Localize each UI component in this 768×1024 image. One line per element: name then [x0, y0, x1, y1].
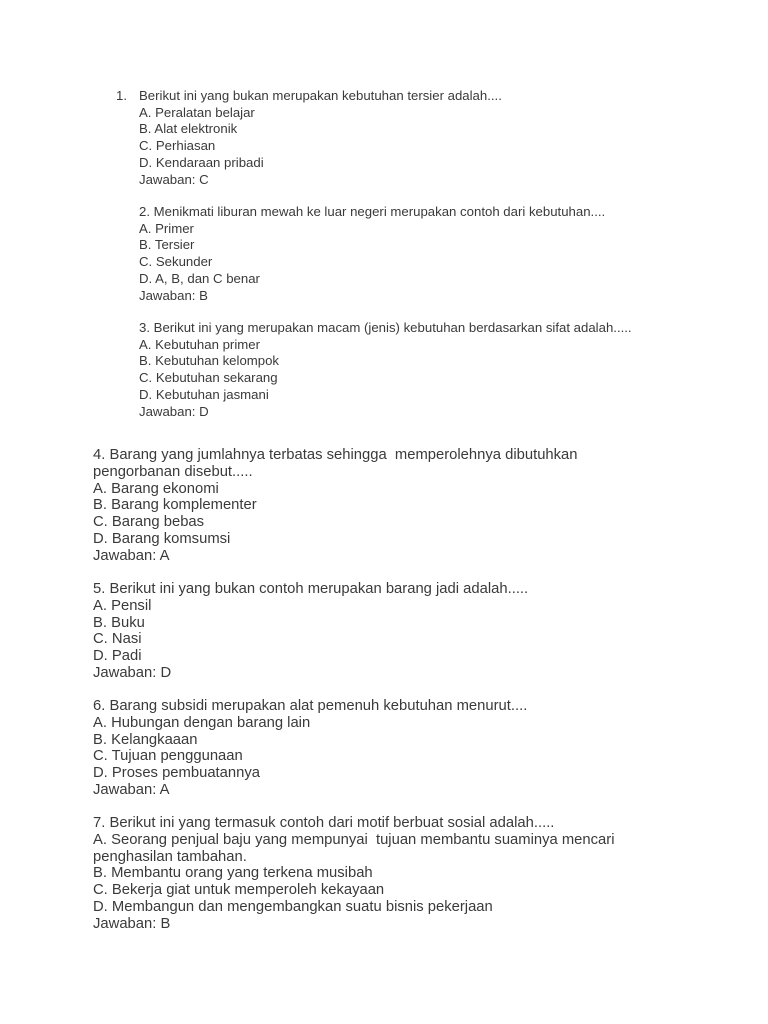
question-7-option-a-line-2: penghasilan tambahan. [93, 848, 247, 865]
question-4-text-line-1: 4. Barang yang jumlahnya terbatas sehingga memperolehnya dibutuhkan [93, 447, 578, 463]
question-2-option-d: D. A, B, dan C benar [139, 270, 260, 286]
question-3-option-d: D. Kebutuhan jasmani [139, 386, 269, 402]
question-4-answer: Jawaban: A [93, 547, 170, 564]
question-5 [93, 581, 528, 682]
question-1-answer: Jawaban: C [139, 171, 209, 187]
question-6-answer: Jawaban: A [93, 781, 170, 798]
question-3-option-b: B. Kebutuhan kelompok [139, 353, 280, 369]
question-3 [139, 320, 632, 420]
question-1 [139, 88, 502, 188]
question-2-option-b: B. Tersier [139, 237, 195, 253]
question-4-option-b: B. Barang komplementer [93, 497, 257, 514]
question-1-option-c: C. Perhiasan [139, 138, 216, 154]
question-1-option-b: B. Alat elektronik [139, 121, 238, 137]
question-6-option-d: D. Proses pembuatannya [93, 765, 260, 782]
question-7-text: 7. Berikut ini yang termasuk contoh dari motif berbuat sosial adalah..... [93, 815, 555, 831]
question-4-option-d: D. Barang komsumsi [93, 530, 231, 547]
question-6-text: 6. Barang subsidi merupakan alat pemenuh kebutuhan menurut.... [93, 698, 528, 714]
question-3-option-a: A. Kebutuhan primer [139, 336, 260, 352]
question-4-text-line-2: pengorbanan disebut..... [93, 463, 253, 480]
question-5-option-b: B. Buku [93, 614, 145, 631]
question-7 [93, 815, 614, 933]
question-5-option-a: A. Pensil [93, 597, 152, 614]
question-3-text: 3. Berikut ini yang merupakan macam (jenis) kebutuhan berdasarkan sifat adalah..... [139, 320, 632, 335]
question-4-option-a: A. Barang ekonomi [93, 480, 219, 497]
question-5-option-c: C. Nasi [93, 631, 142, 648]
question-5-text: 5. Berikut ini yang bukan contoh merupakan barang jadi adalah..... [93, 581, 529, 597]
question-7-option-a-line-1: A. Seorang penjual baju yang mempunyai tujuan membantu suaminya mencari [93, 831, 615, 848]
question-1-text: Berikut ini yang bukan merupakan kebutuhan tersier adalah.... [139, 88, 502, 103]
question-4 [93, 447, 578, 565]
question-3-answer: Jawaban: D [139, 403, 209, 419]
question-3-option-c: C. Kebutuhan sekarang [139, 370, 278, 386]
question-1-number: 1. [116, 88, 127, 103]
question-7-option-c: C. Bekerja giat untuk memperoleh kekayaan [93, 882, 385, 899]
question-5-option-d: D. Padi [93, 648, 142, 665]
question-2-text: 2. Menikmati liburan mewah ke luar negeri merupakan contoh dari kebutuhan.... [139, 204, 606, 219]
question-2-option-c: C. Sekunder [139, 254, 213, 270]
question-7-answer: Jawaban: B [93, 915, 171, 932]
question-7-option-b: B. Membantu orang yang terkena musibah [93, 865, 373, 882]
question-1-option-d: D. Kendaraan pribadi [139, 154, 264, 170]
question-7-option-d: D. Membangun dan mengembangkan suatu bisnis pekerjaan [93, 898, 493, 915]
question-2-option-a: A. Primer [139, 220, 194, 236]
question-2 [139, 204, 605, 304]
question-2-answer: Jawaban: B [139, 287, 208, 303]
question-6-option-b: B. Kelangkaaan [93, 731, 198, 748]
question-6 [93, 698, 527, 799]
question-6-option-a: A. Hubungan dengan barang lain [93, 714, 311, 731]
question-4-option-c: C. Barang bebas [93, 514, 205, 531]
question-6-option-c: C. Tujuan penggunaan [93, 748, 243, 765]
question-1-option-a: A. Peralatan belajar [139, 104, 255, 120]
question-5-answer: Jawaban: D [93, 664, 172, 681]
